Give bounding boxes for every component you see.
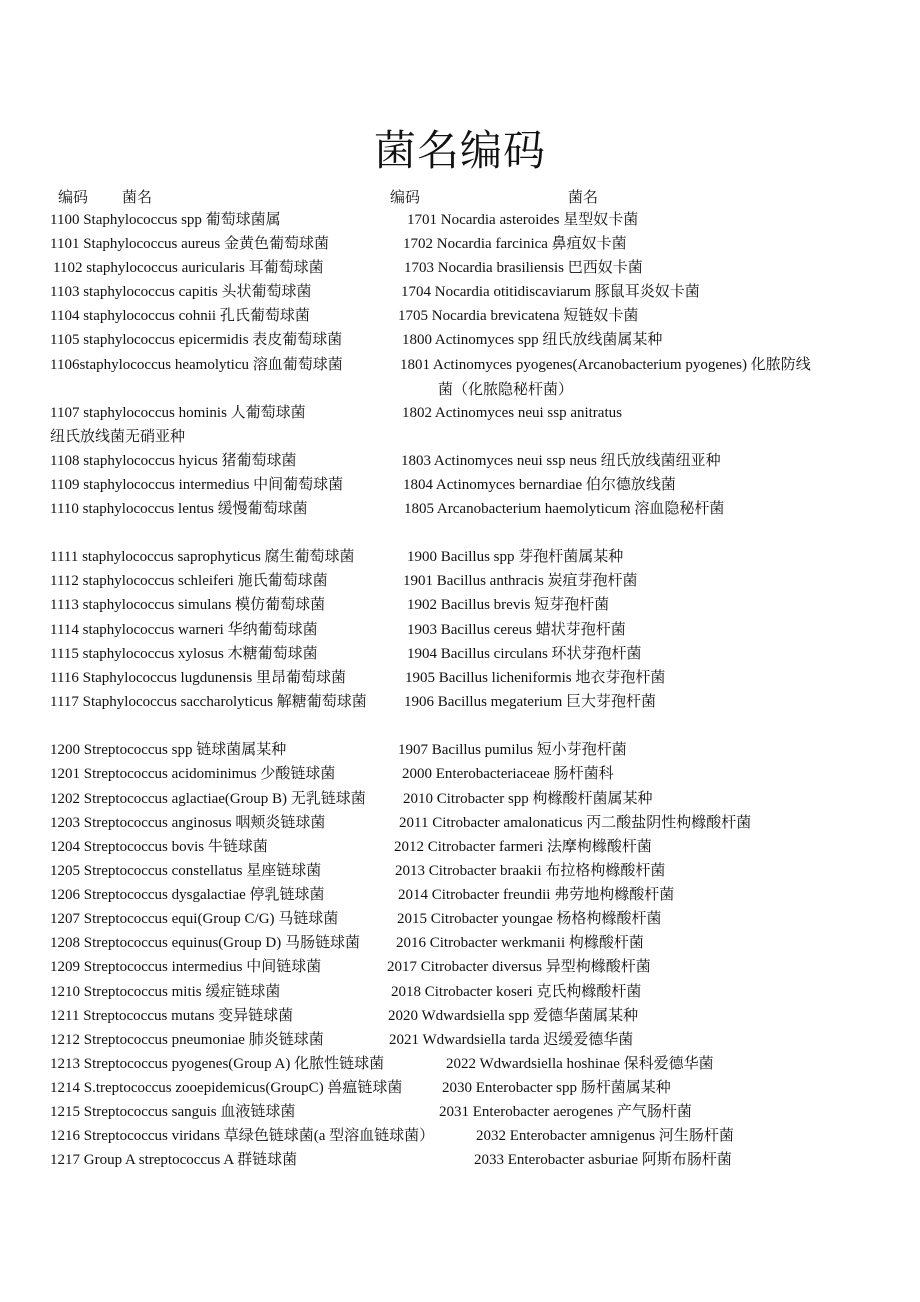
entry-right: 1701 Nocardia asteroides 星型奴卡菌 [407,212,639,228]
entry-left: 1206 Streptococcus dysgalactiae 停乳链球菌 [50,887,325,903]
entry-left: 1103 staphylococcus capitis 头状葡萄球菌 [50,284,312,300]
page-title: 菌名编码 [373,126,546,175]
entry-left: 1209 Streptococcus intermedius 中间链球菌 [50,959,322,975]
entry-left: 1214 S.treptococcus zooepidemicus(GroupC) 兽瘟链球菌 [50,1080,403,1096]
entry-right: 2021 Wdwardsiella tarda 迟缓爱德华菌 [389,1032,634,1048]
entry-left: 1215 Streptococcus sanguis 血液链球菌 [50,1104,296,1120]
entry-left: 1216 Streptococcus viridans 草绿色链球菌(a 型溶血链球菌） [50,1128,435,1144]
entry-right: 2000 Enterobacteriaceae 肠杆菌科 [402,766,614,782]
entry-right: 1900 Bacillus spp 芽孢杆菌属某种 [407,549,624,565]
entry-left: 1200 Streptococcus spp 链球菌属某种 [50,742,287,758]
entry-left: 1106staphylococcus heamolyticu 溶血葡萄球菌 [50,357,343,373]
entry-right: 2012 Citrobacter farmeri 法摩枸橼酸杆菌 [394,839,652,855]
header-code-left: 编码 [58,190,89,206]
entry-right: 1703 Nocardia brasiliensis 巴西奴卡菌 [404,260,643,276]
entry-right: 2015 Citrobacter youngae 杨格枸橼酸杆菌 [397,911,662,927]
header-code-right: 编码 [390,190,421,206]
entry-left: 1101 Staphylococcus aureus 金黄色葡萄球菌 [50,236,329,252]
entry-right: 1903 Bacillus cereus 蜡状芽孢杆菌 [407,622,626,638]
entry-left: 1109 staphylococcus intermedius 中间葡萄球菌 [50,477,344,493]
entry-right: 2018 Citrobacter koseri 克氏枸橼酸杆菌 [391,984,642,1000]
entry-right: 1803 Actinomyces neui ssp neus 纽氏放线菌纽亚种 [401,453,721,469]
entry-left: 1108 staphylococcus hyicus 猪葡萄球菌 [50,453,297,469]
entry-right: 2016 Citrobacter werkmanii 枸橼酸杆菌 [396,935,644,951]
entry-right: 2014 Citrobacter freundii 弗劳地枸橼酸杆菌 [398,887,675,903]
entry-right: 2010 Citrobacter spp 枸橼酸杆菌属某种 [403,791,653,807]
entry-left: 1107 staphylococcus hominis 人葡萄球菌 [50,405,306,421]
entry-right: 1907 Bacillus pumilus 短小芽孢杆菌 [398,742,627,758]
entry-right: 1902 Bacillus brevis 短芽孢杆菌 [407,597,610,613]
entry-right: 2031 Enterobacter aerogenes 产气肠杆菌 [439,1104,692,1120]
entry-left: 1111 staphylococcus saprophyticus 腐生葡萄球菌 [50,549,355,565]
entry-right: 1704 Nocardia otitidiscaviarum 豚鼠耳炎奴卡菌 [401,284,700,300]
entry-right: 1802 Actinomyces neui ssp anitratus [402,405,622,421]
entry-right: 1800 Actinomyces spp 纽氏放线菌属某种 [402,332,663,348]
entry-left: 1203 Streptococcus anginosus 咽颊炎链球菌 [50,815,326,831]
entry-right: 2022 Wdwardsiella hoshinae 保科爱德华菌 [446,1056,714,1072]
entry-right: 1804 Actinomyces bernardiae 伯尔德放线菌 [403,477,676,493]
entry-right: 2017 Citrobacter diversus 异型枸橼酸杆菌 [387,959,651,975]
entry-right: 2011 Citrobacter amalonaticus 丙二酸盐阴性枸橼酸杆菌 [399,815,752,831]
entry-left: 1210 Streptococcus mitis 缓症链球菌 [50,984,281,1000]
entry-right: 2020 Wdwardsiella spp 爱德华菌属某种 [388,1008,639,1024]
entry-left-continued: 纽氏放线菌无硝亚种 [50,429,186,445]
entry-right: 2033 Enterobacter asburiae 阿斯布肠杆菌 [474,1152,732,1168]
entry-right: 1801 Actinomyces pyogenes(Arcanobacterium pyogenes) 化脓防线 [400,357,811,373]
entry-left: 1112 staphylococcus schleiferi 施氏葡萄球菌 [50,573,328,589]
entry-left: 1117 Staphylococcus saccharolyticus 解糖葡萄球菌 [50,694,367,710]
entry-left: 1114 staphylococcus warneri 华纳葡萄球菌 [50,622,318,638]
entry-right: 1705 Nocardia brevicatena 短链奴卡菌 [398,308,639,324]
entry-right: 1905 Bacillus licheniformis 地衣芽孢杆菌 [405,670,666,686]
entry-left: 1100 Staphylococcus spp 葡萄球菌属 [50,212,281,228]
entry-right: 1906 Bacillus megaterium 巨大芽孢杆菌 [404,694,657,710]
entry-left: 1207 Streptococcus equi(Group C/G) 马链球菌 [50,911,339,927]
entry-right: 1805 Arcanobacterium haemolyticum 溶血隐秘杆菌 [404,501,725,517]
entry-right: 1904 Bacillus circulans 环状芽孢杆菌 [407,646,642,662]
entry-left: 1110 staphylococcus lentus 缓慢葡萄球菌 [50,501,308,517]
entry-right-continued: 菌（化脓隐秘杆菌） [438,382,574,398]
entry-left: 1202 Streptococcus aglactiae(Group B) 无乳链球菌 [50,791,366,807]
entry-right: 2013 Citrobacter braakii 布拉格枸橼酸杆菌 [395,863,666,879]
entry-left: 1213 Streptococcus pyogenes(Group A) 化脓性链球菌 [50,1056,385,1072]
entry-left: 1115 staphylococcus xylosus 木糖葡萄球菌 [50,646,318,662]
entry-right: 1901 Bacillus anthracis 炭疽芽孢杆菌 [403,573,638,589]
entry-left: 1105 staphylococcus epicermidis 表皮葡萄球菌 [50,332,343,348]
entry-left: 1113 staphylococcus simulans 模仿葡萄球菌 [50,597,326,613]
entry-left: 1201 Streptococcus acidominimus 少酸链球菌 [50,766,336,782]
entry-left: 1211 Streptococcus mutans 变异链球菌 [50,1008,294,1024]
entry-left: 1205 Streptococcus constellatus 星座链球菌 [50,863,322,879]
header-name-right: 菌名 [568,190,599,206]
entry-left: 1116 Staphylococcus lugdunensis 里昂葡萄球菌 [50,670,346,686]
entry-left: 1204 Streptococcus bovis 牛链球菌 [50,839,268,855]
entry-right: 1702 Nocardia farcinica 鼻疽奴卡菌 [403,236,627,252]
header-name-left: 菌名 [122,190,153,206]
entry-left: 1104 staphylococcus cohnii 孔氏葡萄球菌 [50,308,310,324]
entry-right: 2032 Enterobacter amnigenus 河生肠杆菌 [476,1128,734,1144]
entry-right: 2030 Enterobacter spp 肠杆菌属某种 [442,1080,671,1096]
entry-left: 1102 staphylococcus auricularis 耳葡萄球菌 [53,260,324,276]
entry-left: 1212 Streptococcus pneumoniae 肺炎链球菌 [50,1032,324,1048]
entry-left: 1217 Group A streptococcus A 群链球菌 [50,1152,298,1168]
entry-left: 1208 Streptococcus equinus(Group D) 马肠链球菌 [50,935,360,951]
